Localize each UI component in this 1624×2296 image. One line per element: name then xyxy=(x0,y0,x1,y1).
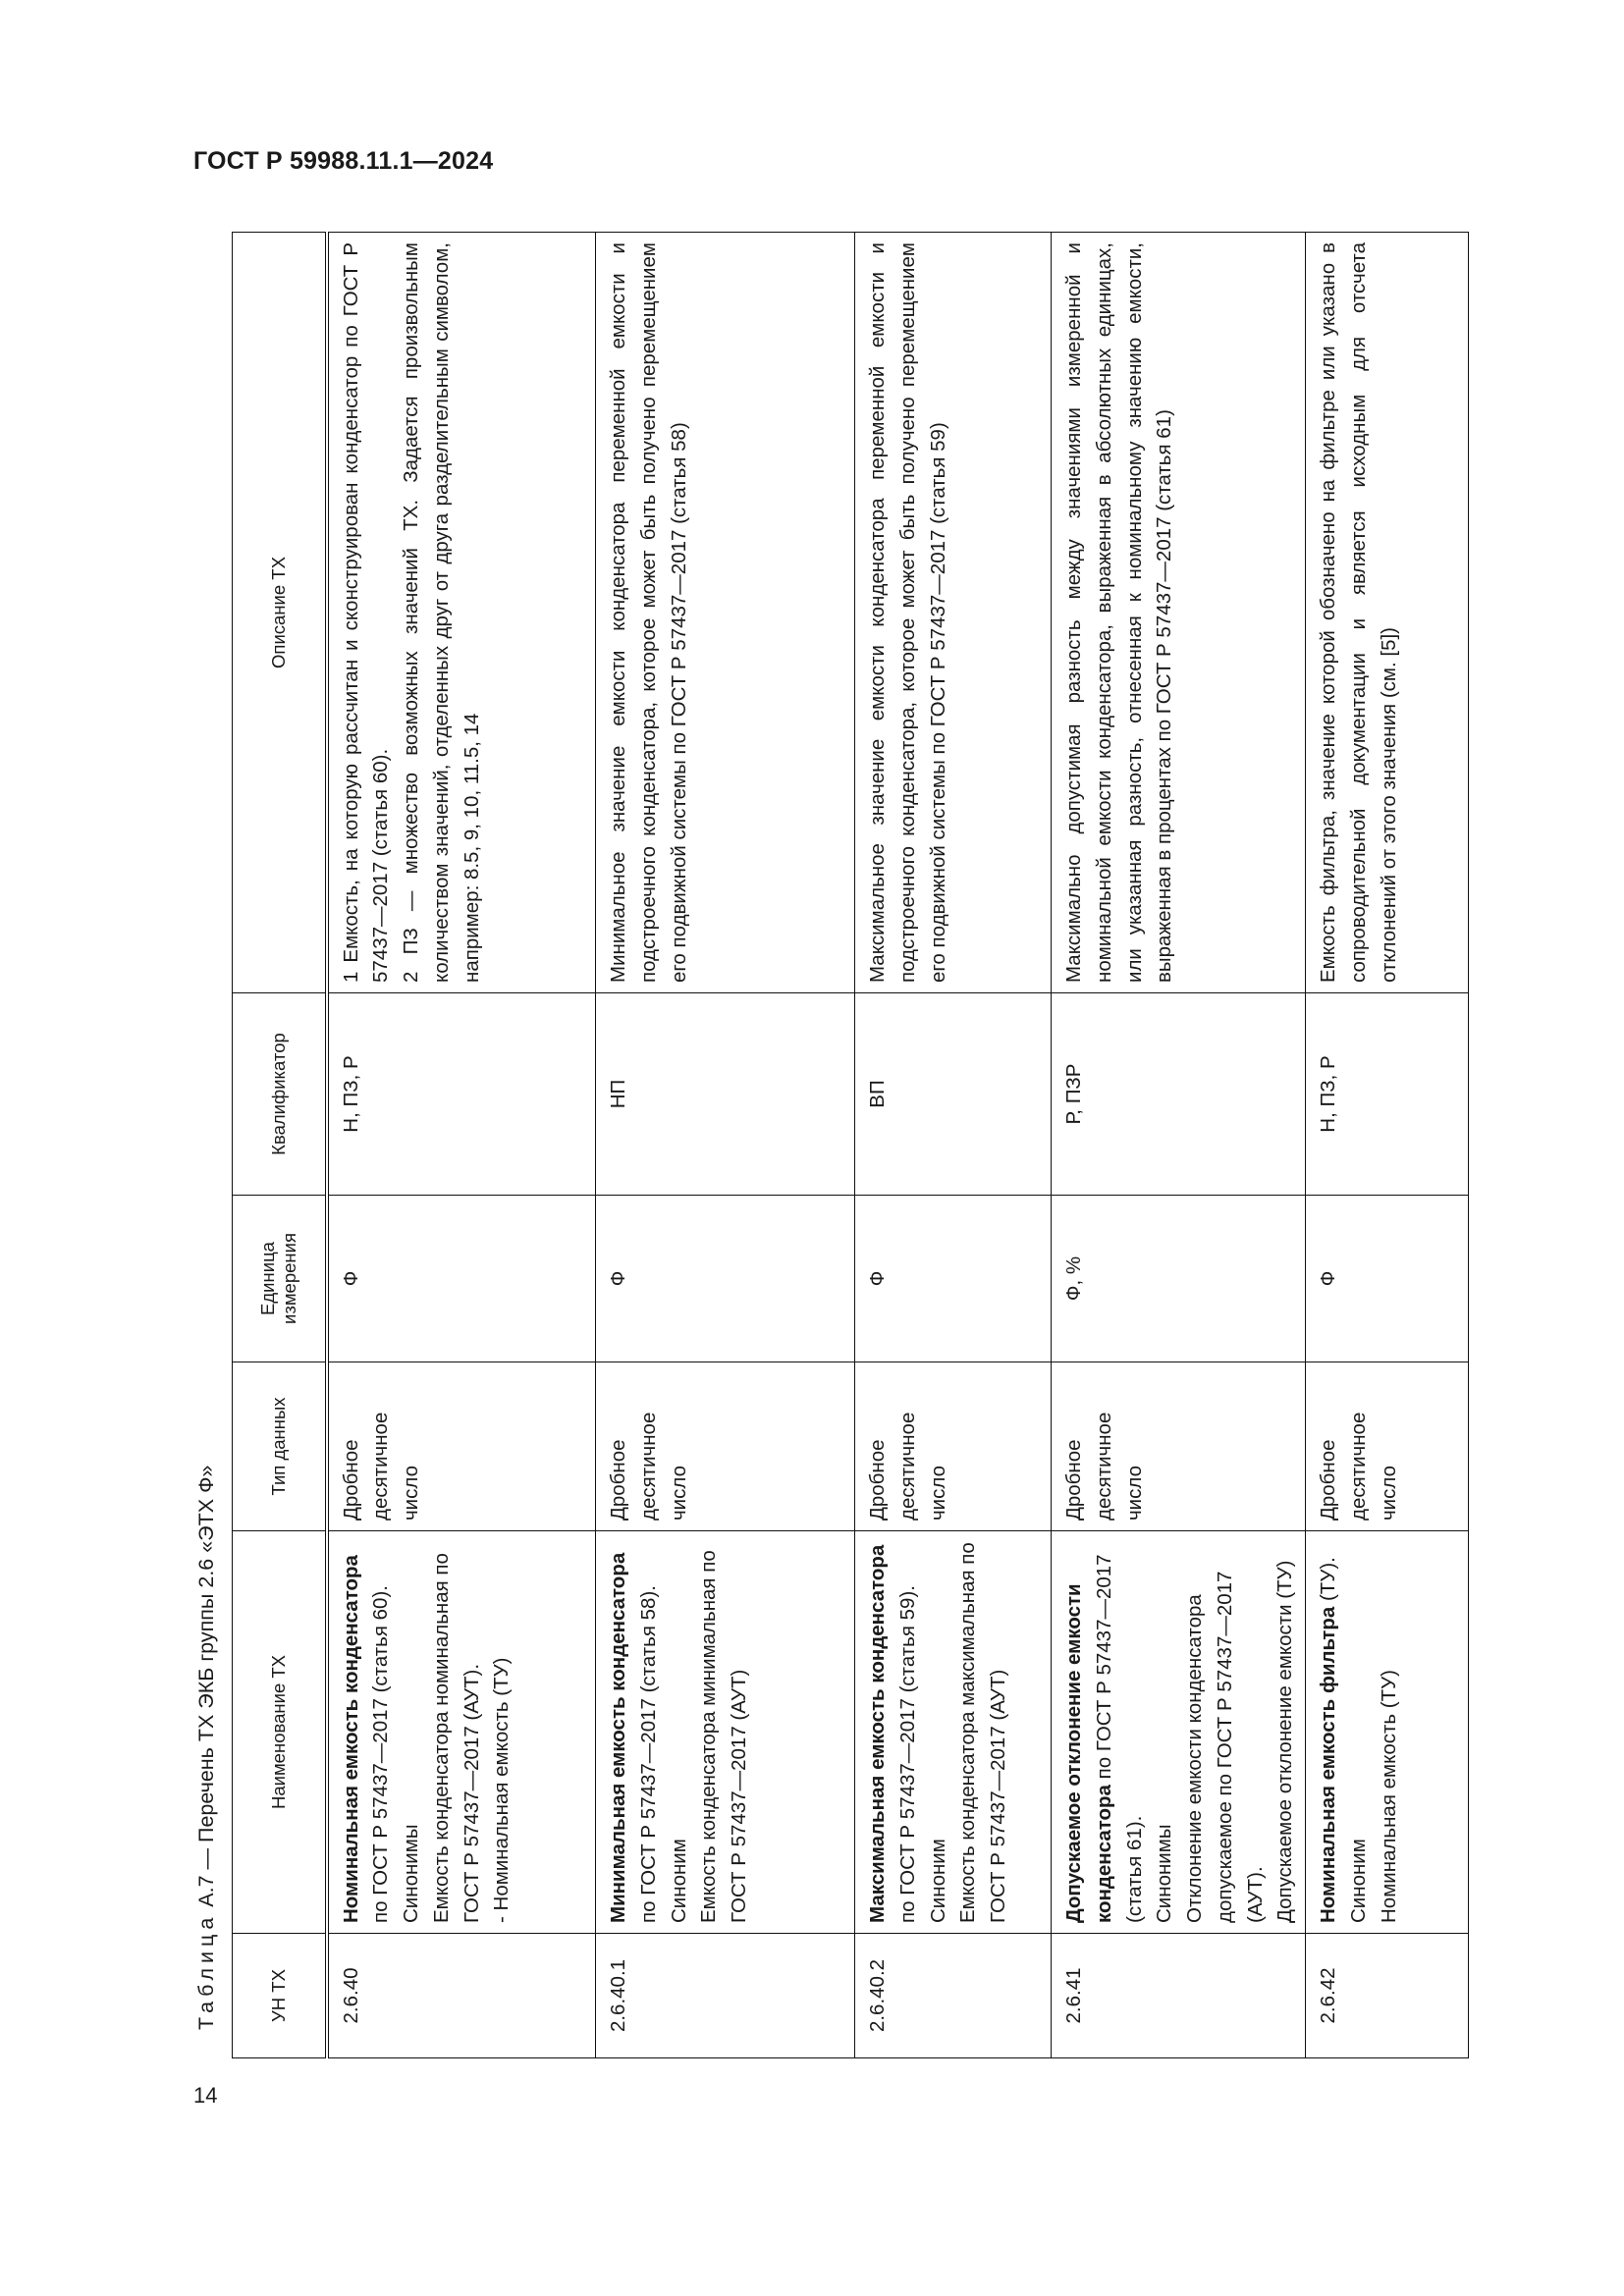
cell-qualifier: Н, ПЗ, Р xyxy=(327,993,596,1196)
table-caption-text: A.7 — Перечень ТХ ЭКБ группы 2.6 «ЭТХ Ф» xyxy=(194,1465,218,1907)
cell-type: Дробное десятичное число xyxy=(1306,1362,1469,1531)
cell-qualifier: Р, ПЗР xyxy=(1052,993,1306,1196)
cell-un: 2.6.41 xyxy=(1052,1934,1306,2058)
description-line: 2 ПЗ — множество возможных значений ТХ. Задается произвольным количеством значений, отделенных друг от друга разделительным символом, например: 8.5, 9, 10, 11.5, 14 xyxy=(400,242,483,983)
description-line: Минимальное значение емкости конденсатора переменной емкости и подстроечного конденсатора, которое может быть получено перемещением его подвижной системы по ГОСТ Р 57437—2017 (статья 58) xyxy=(607,242,690,983)
cell-un: 2.6.40.1 xyxy=(596,1934,855,2058)
cell-un: 2.6.40.2 xyxy=(855,1934,1052,2058)
table-header-row xyxy=(233,233,327,2058)
cell-un: 2.6.42 xyxy=(1306,1934,1469,2058)
tx-table xyxy=(232,232,1469,2058)
synonym-line: Емкость конденсатора номинальная по ГОСТ Р 57437—2017 (АУТ). xyxy=(429,1553,483,1923)
header-name: Наименование ТХ xyxy=(233,1531,327,1934)
cell-description xyxy=(596,233,855,993)
cell-qualifier: НП xyxy=(596,993,855,1196)
header-description: Описание ТХ xyxy=(233,233,327,993)
cell-unit: Ф xyxy=(1306,1196,1469,1362)
cell-qualifier: ВП xyxy=(855,993,1052,1196)
synonyms-label: Синоним xyxy=(1346,1839,1370,1923)
name-bold: Номинальная емкость фильтра xyxy=(1317,1606,1339,1923)
cell-unit: Ф, % xyxy=(1052,1196,1306,1362)
cell-type: Дробное десятичное число xyxy=(1052,1362,1306,1531)
name-bold: Максимальная емкость конденсатора xyxy=(866,1544,889,1923)
synonyms-label: Синоним xyxy=(926,1839,949,1923)
cell-type: Дробное десятичное число xyxy=(855,1362,1052,1531)
cell-unit: Ф xyxy=(596,1196,855,1362)
synonym-line: Допускаемое отклонение емкости (ТУ) xyxy=(1273,1560,1297,1923)
name-bold: Номинальная емкость конденсатора xyxy=(339,1555,362,1923)
header-unit: Единица измерения xyxy=(233,1196,327,1362)
cell-name xyxy=(1306,1531,1469,1934)
name-bold: Минимальная емкость конденсатора xyxy=(607,1552,629,1923)
synonyms-label: Синоним xyxy=(667,1839,690,1923)
cell-description xyxy=(855,233,1052,993)
table-caption xyxy=(194,1048,219,2030)
cell-type: Дробное десятичное число xyxy=(327,1362,596,1531)
description-line: Максимальное значение емкости конденсатора переменной емкости и подстроечного конденсатора, которое может быть получено перемещением его подвижной системы по ГОСТ Р 57437—2017 (статья 59) xyxy=(866,242,949,983)
synonym-line: Отклонение емкости конденсатора допускаемое по ГОСТ Р 57437—2017 (АУТ). xyxy=(1183,1571,1267,1923)
table-row xyxy=(596,233,855,2058)
table-row xyxy=(327,233,596,2058)
cell-name xyxy=(327,1531,596,1934)
description-line: Максимально допустимая разность между значениями измеренной и номинальной емкости конденсатора, выраженная в абсолютных единицах, или указанная разность, отнесенная к номинальному значению емкости, выраженная в процентах по ГОСТ Р 57437—2017 (статья 61) xyxy=(1062,242,1176,983)
name-rest: по ГОСТ Р 57437—2017 (статья 61). xyxy=(1092,1554,1146,1923)
cell-unit: Ф xyxy=(327,1196,596,1362)
cell-description xyxy=(1306,233,1469,993)
description-line: Емкость фильтра, значение которой обозначено на фильтре или указано в сопроводительной документации и является исходным для отсчета отклонений от этого значения (см. [5]) xyxy=(1317,242,1400,983)
cell-description xyxy=(327,233,596,993)
synonyms-label: Синонимы xyxy=(1153,1824,1176,1923)
cell-name xyxy=(855,1531,1052,1934)
synonym-line: - Номинальная емкость (ТУ) xyxy=(490,1657,514,1923)
name-rest: по ГОСТ Р 57437—2017 (статья 59). xyxy=(895,1585,919,1923)
cell-unit: Ф xyxy=(855,1196,1052,1362)
synonyms-label: Синонимы xyxy=(400,1824,422,1923)
table-caption-label: Таблица xyxy=(194,1912,218,2030)
description-line: 1 Емкость, на которую рассчитан и сконструирован конденсатор по ГОСТ Р 57437—2017 (статья 60). xyxy=(339,242,393,983)
document-header: ГОСТ Р 59988.11.1—2024 xyxy=(193,147,494,175)
table-row xyxy=(855,233,1052,2058)
synonym-line: Емкость конденсатора минимальная по ГОСТ Р 57437—2017 (АУТ) xyxy=(697,1550,750,1923)
name-bold: Допускаемое отклонение емкости конденсатора xyxy=(1062,1583,1115,1923)
page-number: 14 xyxy=(193,2083,218,2108)
header-un: УН ТХ xyxy=(233,1934,327,2058)
name-rest: (ТУ). xyxy=(1317,1557,1339,1602)
header-qualifier: Квалификатор xyxy=(233,993,327,1196)
table-row xyxy=(1306,233,1469,2058)
table-row xyxy=(1052,233,1306,2058)
cell-name xyxy=(1052,1531,1306,1934)
header-type: Тип данных xyxy=(233,1362,327,1531)
cell-un: 2.6.40 xyxy=(327,1934,596,2058)
cell-description xyxy=(1052,233,1306,993)
cell-type: Дробное десятичное число xyxy=(596,1362,855,1531)
cell-qualifier: Н, ПЗ, Р xyxy=(1306,993,1469,1196)
name-rest: по ГОСТ Р 57437—2017 (статья 58). xyxy=(636,1585,660,1923)
synonym-line: Номинальная емкость (ТУ) xyxy=(1377,1670,1400,1923)
name-rest: по ГОСТ Р 57437—2017 (статья 60). xyxy=(369,1585,393,1923)
synonym-line: Емкость конденсатора максимальная по ГОСТ Р 57437—2017 (АУТ) xyxy=(956,1542,1009,1923)
cell-name xyxy=(596,1531,855,1934)
